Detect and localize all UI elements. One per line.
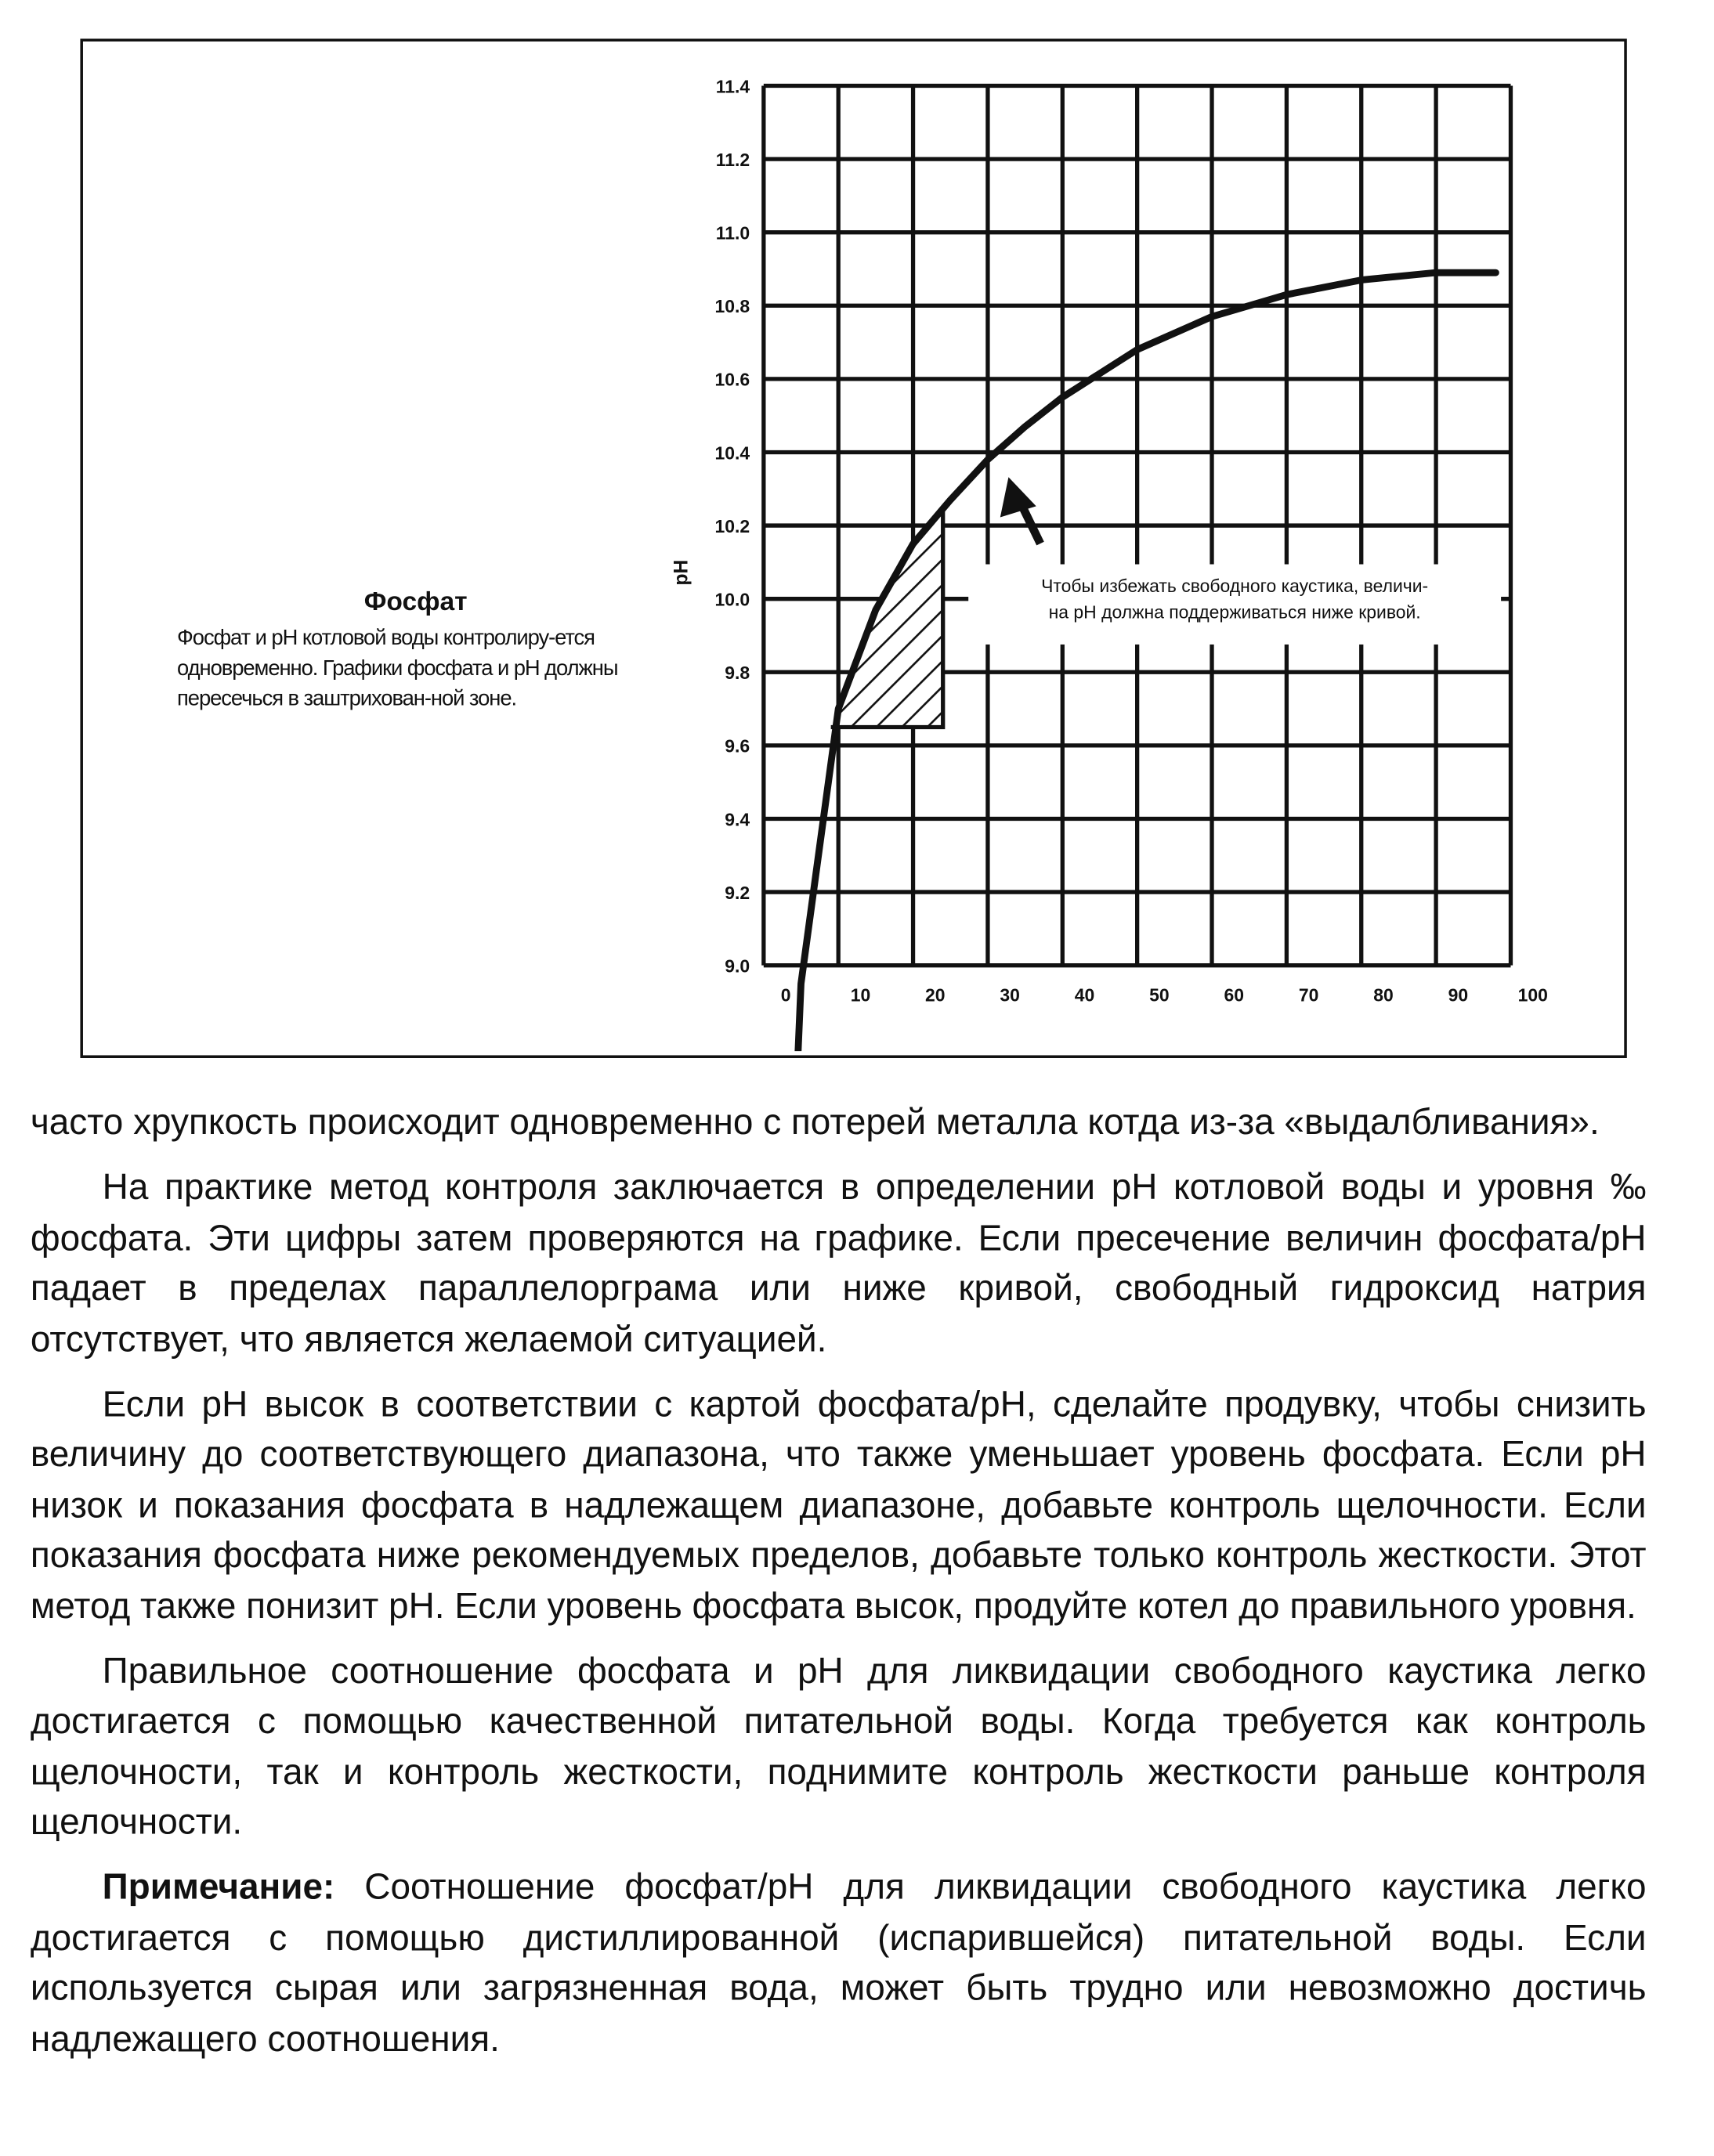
x-tick-label: 40	[1074, 984, 1095, 1006]
y-tick-label: 11.0	[715, 222, 750, 244]
x-tick-label: 90	[1448, 984, 1469, 1006]
note-label: Примечание:	[102, 1865, 335, 1908]
x-tick-label: 20	[925, 984, 946, 1006]
x-tick-label: 0	[780, 984, 791, 1006]
legend-text: Фосфат и pH котловой воды контролиру-ется одновременно. Графики фосфата и pH должны пересечься в заштрихован-ной зоне.	[177, 626, 618, 711]
y-tick-label: 10.6	[714, 369, 750, 390]
note-text: Соотношение фосфат/pH для ликвидации свободного каустика легко достигается с помощью дистиллированной (испарившейся) питательной воды. Если используется сырая или загрязненная вода, может быть трудно или невозможно достичь надлежащего соотношения.	[30, 1865, 1647, 2059]
x-tick-label: 60	[1224, 984, 1245, 1006]
paragraph: Если pH высок в соответствии с картой фосфата/pH, сделайте продувку, чтобы снизить величину до соответствующего диапазона, что также уменьшает уровень фосфата. Если pH низок и показания фосфата в надлежащем диапазоне, добавьте контроль щелочности. Если показания фосфата ниже рекомендуемых пределов, добавьте только контроль жесткости. Этот метод также понизит pH. Если уровень фосфата высок, продуйте котел до правильного уровня.	[30, 1382, 1647, 1626]
hatched-zone	[831, 507, 943, 728]
y-tick-label: 11.2	[715, 149, 750, 170]
y-tick-label: 9.8	[725, 663, 750, 684]
x-tick-label: 10	[850, 984, 871, 1006]
annotation-text: на pH должна поддерживаться ниже кривой.	[1048, 601, 1421, 623]
note-paragraph	[31, 1862, 1647, 2064]
y-tick-label: 9.4	[725, 809, 750, 830]
y-tick-label: 10.8	[714, 296, 750, 317]
y-tick-label: 9.6	[725, 735, 750, 757]
x-tick-label: 70	[1298, 984, 1319, 1006]
y-tick-label: 10.0	[714, 589, 750, 610]
paragraph: На практике метод контроля заключается в определении pH котловой воды и уровня ‰ фосфата. Эти цифры затем проверяются на графике. Если пресечение величин фосфата/pH падает в пределах параллелорграма или ниже кривой, свободный гидроксид натрия отсутствует, что является желаемой ситуацией.	[30, 1165, 1647, 1360]
y-tick-label: 9.0	[725, 955, 750, 977]
paragraph: часто хрупкость происходит одновременно с потерей металла котда из-за «выдалбливания».	[30, 1100, 1600, 1143]
annotation-arrow-head	[1000, 477, 1036, 517]
legend-title: Фосфат	[363, 587, 468, 617]
paragraph: Правильное соотношение фосфата и pH для ликвидации свободного каустика легко достигается с помощью качественной питательной воды. Когда требуется как контроль щелочности, так и контроль жесткости, поднимите контроль жесткости раньше контроля щелочности.	[30, 1649, 1647, 1843]
y-tick-label: 11.4	[715, 76, 750, 97]
y-axis-label: pH	[671, 559, 692, 586]
body-text	[31, 1096, 1647, 2078]
y-tick-label: 10.2	[714, 515, 750, 536]
annotation-text: Чтобы избежать свободного каустика, величи-	[1041, 575, 1429, 596]
x-tick-label: 30	[1000, 984, 1020, 1006]
x-tick-label: 80	[1373, 984, 1394, 1006]
y-tick-label: 10.4	[714, 442, 750, 464]
x-tick-label: 50	[1149, 984, 1170, 1006]
phosphate-ph-chart	[0, 0, 1714, 1051]
y-tick-label: 9.2	[725, 882, 750, 903]
x-tick-label: 100	[1517, 984, 1548, 1006]
